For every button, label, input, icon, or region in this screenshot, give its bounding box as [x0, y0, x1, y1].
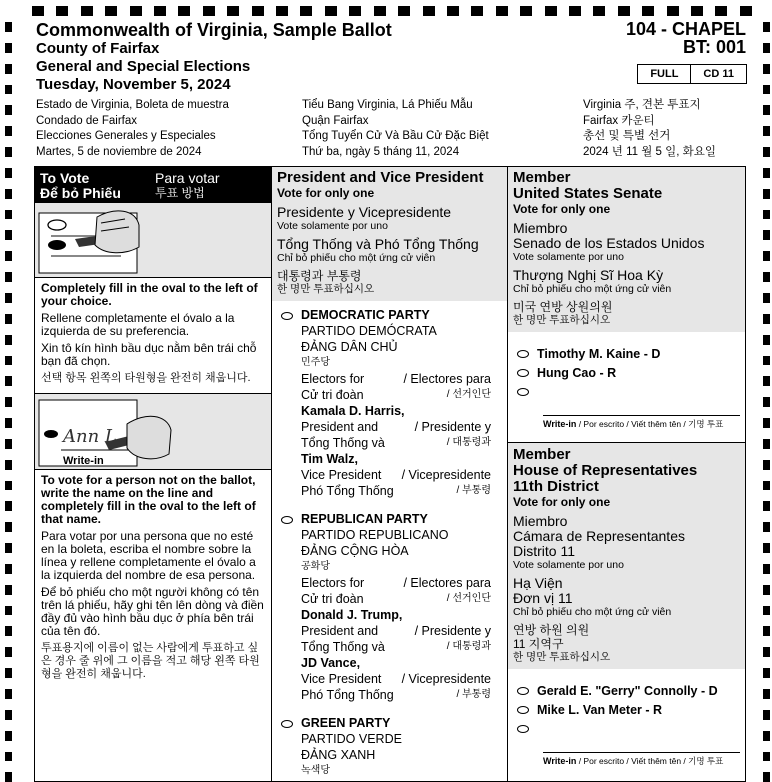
candidate-name: Mike L. Van Meter - R — [537, 702, 663, 717]
electors-es: / Electores para — [403, 576, 491, 590]
race-title-es: Distrito 11 — [513, 543, 575, 559]
senate-race-header — [508, 167, 745, 332]
vote-for-vi: Chỉ bỏ phiếu cho một ứng cử viên — [513, 283, 672, 295]
instructions-header — [35, 167, 271, 203]
to-vote-es: Para votar — [155, 170, 220, 186]
party-green — [277, 715, 502, 779]
vote-oval[interactable] — [281, 312, 293, 320]
fill-instruction-vi: Xin tô kín hình bầu dục nằm bên trái chỗ bạn đã chọn. — [41, 341, 257, 368]
timing-marks-top — [32, 6, 752, 16]
vote-for-es: Vote solamente por uno — [277, 220, 388, 232]
translation-spanish — [36, 98, 229, 160]
instructions-column — [34, 166, 272, 782]
ballot-type: BT: 001 — [682, 37, 746, 57]
election-name: General and Special Elections — [36, 58, 251, 75]
vote-for-vi: Chỉ bỏ phiếu cho một ứng cử viên — [513, 606, 672, 618]
translation-line: Martes, 5 de noviembre de 2024 — [36, 145, 202, 158]
vote-oval[interactable] — [517, 369, 529, 377]
race-title: Member — [513, 169, 571, 186]
race-title: House of Representatives — [513, 462, 698, 479]
precinct-info — [626, 20, 746, 56]
electors-label: Electors for — [301, 372, 365, 386]
translation-korean — [583, 98, 716, 160]
vote-for-instruction: Vote for only one — [513, 202, 611, 216]
marking-pen-icon — [35, 203, 271, 278]
vote-oval[interactable] — [517, 687, 529, 695]
candidate-name: Hung Cao - R — [537, 365, 617, 380]
write-in-row[interactable] — [513, 719, 740, 738]
president-column — [272, 166, 508, 782]
ballot-style-boxes — [637, 64, 747, 84]
vp-label: Vice President — [301, 672, 382, 686]
race-title-ko: 대통령과 부통령 — [277, 269, 362, 283]
vp-label-es: / Vicepresidente — [401, 468, 491, 482]
party-name-es: PARTIDO VERDE — [301, 732, 402, 746]
race-title-ko: 11 지역구 — [513, 637, 564, 651]
translation-line: Virginia 주, 견본 투표지 — [583, 99, 701, 111]
write-in-illustration — [35, 394, 271, 470]
write-in-label: Write-in — [543, 756, 577, 766]
president-race-header — [272, 167, 507, 301]
electors-es: / Electores para — [403, 372, 491, 386]
vp-label-ko: / 부통령 — [456, 689, 491, 700]
write-in-instructions — [35, 470, 271, 689]
vote-for-ko: 한 명만 투표하십시오 — [277, 283, 375, 295]
vp-label-vi: Phó Tổng Thống — [301, 484, 394, 498]
electors-vi: Cử tri đoàn — [301, 592, 364, 606]
timing-marks-right — [763, 22, 770, 782]
to-vote-ko: 투표 방법 — [155, 186, 205, 200]
translation-line: Estado de Virginia, Boleta de muestra — [36, 99, 229, 111]
ballot-header — [36, 20, 476, 94]
race-title-ko: 연방 하원 의원 — [513, 623, 590, 637]
party-name: GREEN PARTY — [301, 716, 391, 730]
write-in-instruction-vi: Để bỏ phiếu cho một người không có tên trên lá phiếu, hãy ghi tên lên dòng và điền đầy đủ vào hình bầu dục ở phía bên trái của tên đó. — [41, 585, 264, 638]
write-in-translations: / Por escrito / Viết thêm tên / 기명 투표 — [576, 419, 724, 429]
electors-ko: / 선거인단 — [446, 593, 491, 604]
president-label-es: / Presidente y — [414, 624, 491, 638]
party-name-vi: ĐẢNG CỘNG HÒA — [301, 544, 409, 558]
translation-line: Elecciones Generales y Especiales — [36, 130, 216, 142]
race-title-vi: Thượng Nghị Sĩ Hoa Kỳ — [513, 267, 664, 283]
house-race-header — [508, 442, 745, 669]
write-in-label: Write-in — [543, 419, 577, 429]
party-name-ko: 녹색당 — [301, 765, 330, 776]
box-cd: CD 11 — [690, 65, 746, 83]
electors-label: Electors for — [301, 576, 365, 590]
fill-instructions — [35, 278, 271, 393]
write-in-instruction-en: To vote for a person not on the ballot, write the name on the line and completely fill in the oval to the left of that name. — [41, 473, 256, 526]
to-vote-vi: Để bỏ Phiếu — [40, 185, 121, 201]
race-title: 11th District — [513, 478, 599, 495]
party-name-ko: 민주당 — [301, 357, 330, 368]
vote-for-ko: 한 명만 투표하십시오 — [513, 651, 611, 663]
party-name-vi: ĐẢNG XANH — [301, 748, 376, 762]
race-title-vi: Đơn vị 11 — [513, 590, 573, 606]
candidate-name: Timothy M. Kaine - D — [537, 346, 661, 361]
race-title-es: Cámara de Representantes — [513, 528, 685, 544]
president-label-vi: Tổng Thống và — [301, 436, 385, 450]
fill-instruction-en: Completely fill in the oval to the left of your choice. — [41, 281, 258, 308]
vote-for-ko: 한 명만 투표하십시오 — [513, 314, 611, 326]
fill-oval-illustration — [35, 203, 271, 278]
write-in-pen-icon — [35, 394, 271, 470]
party-name-ko: 공화당 — [301, 561, 330, 572]
president-label-ko: / 대통령과 — [446, 437, 491, 448]
race-title: President and Vice President — [277, 169, 484, 186]
vote-for-es: Vote solamente por uno — [513, 251, 624, 263]
vote-oval[interactable] — [281, 516, 293, 524]
party-name-es: PARTIDO REPUBLICANO — [301, 528, 449, 542]
candidate-name: Gerald E. "Gerry" Connolly - D — [537, 683, 718, 698]
precinct: 104 - CHAPEL — [625, 19, 746, 39]
box-full: FULL — [650, 68, 679, 80]
write-in-row[interactable] — [513, 382, 740, 401]
election-date: Tuesday, November 5, 2024 — [36, 76, 231, 93]
congress-column — [508, 166, 746, 782]
president-candidates — [272, 301, 507, 782]
translation-line: Thứ ba, ngày 5 tháng 11, 2024 — [302, 145, 460, 158]
party-democratic — [277, 307, 502, 499]
race-title-es: Presidente y Vicepresidente — [277, 204, 452, 220]
president-label: President and — [301, 624, 379, 638]
party-name-es: PARTIDO DEMÓCRATA — [301, 324, 437, 338]
fill-instruction-ko: 선택 항목 왼쪽의 타원형을 완전히 채웁니다. — [41, 372, 251, 384]
president-label-es: / Presidente y — [414, 420, 491, 434]
candidate-row[interactable] — [513, 344, 740, 363]
vote-for-es: Vote solamente por uno — [513, 559, 624, 571]
race-title-es: Senado de los Estados Unidos — [513, 235, 705, 251]
candidate-row[interactable] — [513, 363, 740, 382]
write-in-line[interactable] — [543, 752, 740, 767]
write-in-instruction-es: Para votar por una persona que no esté en la boleta, escriba el nombre sobre la línea y rellene completamente el óvalo a la izquierda del nombre de esa persona. — [41, 529, 256, 582]
write-in-instruction-ko: 투표용지에 이름이 없는 사람에게 투표하고 싶은 경우 줄 위에 그 이름을 적고 해당 왼쪽 타원형을 완전히 채웁니다. — [41, 642, 260, 680]
president-candidate: Kamala D. Harris, — [301, 404, 405, 418]
write-in-sample-label: Write-in — [63, 455, 104, 467]
race-title-ko: 미국 연방 상원의원 — [513, 300, 613, 314]
race-title-es: Miembro — [513, 513, 568, 529]
race-title-vi: Hạ Viện — [513, 575, 563, 591]
electors-vi: Cử tri đoàn — [301, 388, 364, 402]
vp-label-vi: Phó Tổng Thống — [301, 688, 394, 702]
party-name: REPUBLICAN PARTY — [301, 512, 428, 526]
to-vote-label: To Vote — [40, 170, 90, 186]
party-name-vi: ĐẢNG DÂN CHỦ — [301, 340, 398, 354]
vp-label-ko: / 부통령 — [456, 485, 491, 496]
vice-president-candidate: JD Vance, — [301, 656, 361, 670]
president-label-vi: Tổng Thống và — [301, 640, 385, 654]
party-republican — [277, 511, 502, 703]
timing-marks-left — [5, 22, 12, 782]
senate-candidates — [508, 332, 745, 442]
vote-oval[interactable] — [517, 350, 529, 358]
translation-vietnamese — [302, 98, 489, 160]
vote-oval[interactable] — [517, 388, 529, 396]
electors-ko: / 선거인단 — [446, 389, 491, 400]
vp-label-es: / Vicepresidente — [401, 672, 491, 686]
president-label-ko: / 대통령과 — [446, 641, 491, 652]
vote-oval[interactable] — [281, 720, 293, 728]
candidate-row[interactable] — [513, 681, 740, 700]
county: County of Fairfax — [36, 40, 160, 57]
translation-line: Tổng Tuyển Cử Và Bầu Cử Đặc Biệt — [302, 130, 489, 142]
candidate-row[interactable] — [513, 700, 740, 719]
race-title: Member — [513, 446, 571, 463]
vote-for-instruction: Vote for only one — [513, 495, 611, 509]
vote-for-instruction: Vote for only one — [277, 186, 375, 200]
vice-president-candidate: Tim Walz, — [301, 452, 358, 466]
ballot-title: Commonwealth of Virginia, Sample Ballot — [36, 20, 392, 40]
president-label: President and — [301, 420, 379, 434]
race-title-es: Miembro — [513, 220, 568, 236]
write-in-sample-name: Ann L — [63, 426, 117, 447]
write-in-line[interactable] — [543, 415, 740, 430]
party-name: DEMOCRATIC PARTY — [301, 308, 430, 322]
translation-line: Fairfax 카운티 — [583, 114, 655, 127]
vp-label: Vice President — [301, 468, 382, 482]
translation-line: Condado de Fairfax — [36, 114, 138, 127]
translation-line: 총선 및 특별 선거 — [583, 130, 671, 142]
vote-oval[interactable] — [517, 725, 529, 733]
translation-line: Tiểu Bang Virginia, Lá Phiếu Mẫu — [302, 99, 473, 111]
vote-oval[interactable] — [517, 706, 529, 714]
translation-line: Quận Fairfax — [302, 114, 369, 127]
race-title: United States Senate — [513, 185, 663, 202]
house-candidates — [508, 669, 745, 773]
president-candidate: Donald J. Trump, — [301, 608, 403, 622]
translation-line: 2024 년 11 월 5 일, 화요일 — [583, 145, 716, 158]
vote-for-vi: Chỉ bỏ phiếu cho một ứng cử viên — [277, 252, 436, 264]
write-in-translations: / Por escrito / Viết thêm tên / 기명 투표 — [576, 756, 724, 766]
race-title-vi: Tổng Thống và Phó Tổng Thống — [277, 236, 479, 252]
fill-instruction-es: Rellene completamente el óvalo a la izquierda de su preferencia. — [41, 311, 235, 338]
